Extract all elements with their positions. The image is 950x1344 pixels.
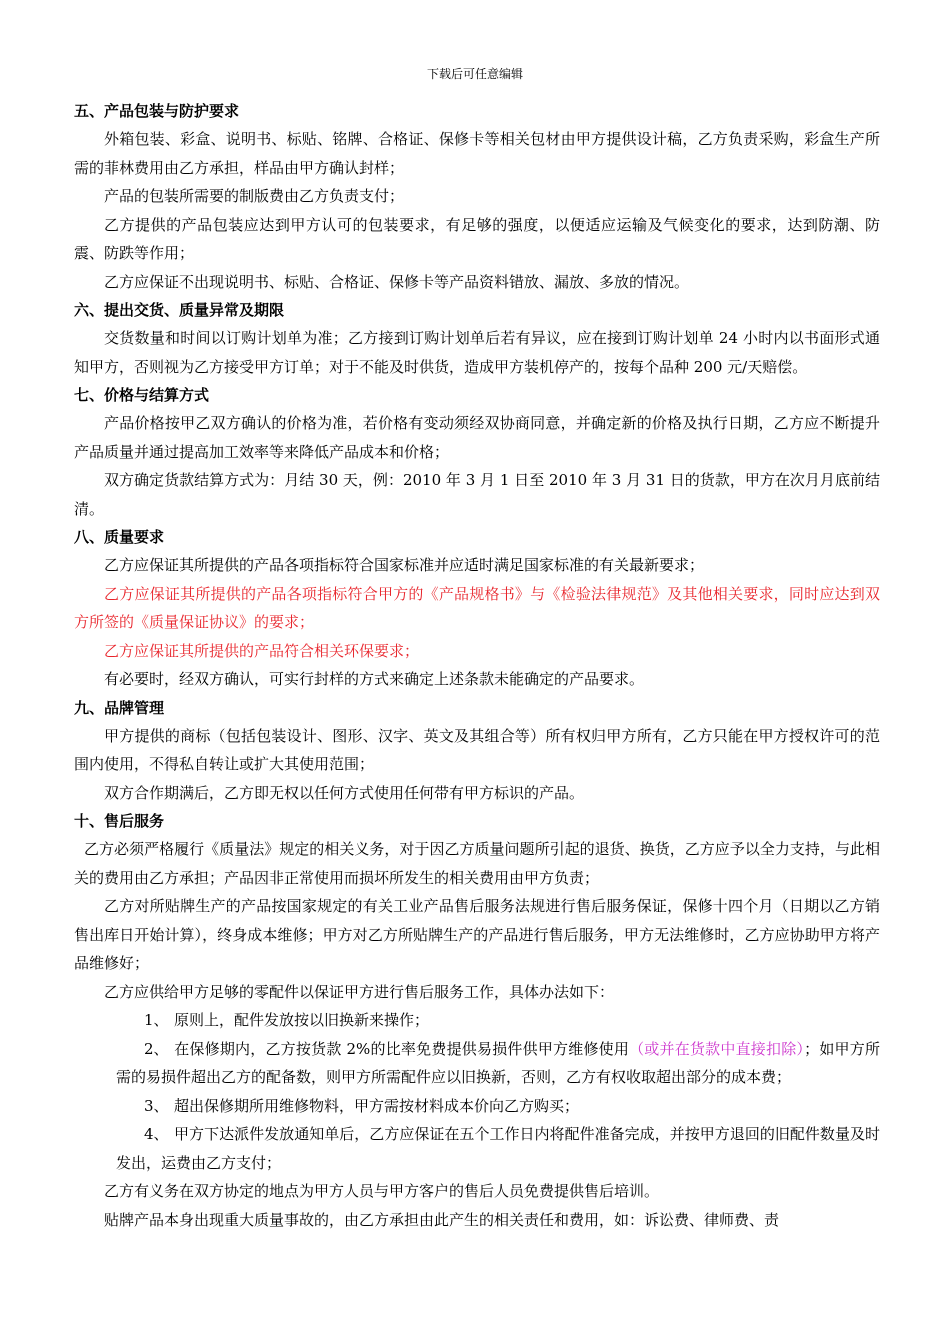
list-item-text: 在保修期内，乙方按货款 2%的比率免费提供易损件供甲方维修使用 bbox=[174, 1039, 630, 1058]
list-item-4 bbox=[116, 1120, 880, 1177]
section-7-title: 七、价格与结算方式 bbox=[74, 386, 210, 404]
list-item-text: 原则上，配件发放按以旧换新来操作； bbox=[174, 1011, 430, 1029]
section-6-para-1: 交货数量和时间以订购计划单为准；乙方接到订购计划单后若有异议，应在接到订购计划单 24 小时内以书面形式通知甲方，否则视为乙方接受甲方订单；对于不能及时供货，造成甲方装机停产的，按每个品种 200 元/天赔偿。 bbox=[74, 329, 880, 376]
section-5-para-2: 产品的包装所需要的制版费由乙方负责支付； bbox=[104, 187, 405, 205]
list-item-text-continued: ；如甲方所需的易损件超出乙方的配备数，则甲方所需配件应以旧换新，否则，乙方有权收取超出部分的成本费； bbox=[116, 1039, 880, 1086]
list-item-text: 超出保修期所用维修物料，甲方需按材料成本价向乙方购买； bbox=[174, 1096, 580, 1115]
section-5-para-3: 乙方提供的产品包装应达到甲方认可的包装要求，有足够的强度，以便适应运输及气候变化的要求，达到防潮、防震、防跌等作用； bbox=[74, 215, 880, 262]
section-5-title: 五、产品包装与防护要求 bbox=[74, 102, 240, 120]
list-item-number: 3、 bbox=[144, 1096, 169, 1115]
list-item-number: 1、 bbox=[144, 1011, 169, 1029]
section-5-para-1: 外箱包装、彩盒、说明书、标贴、铭牌、合格证、保修卡等相关包材由甲方提供设计稿，乙方负责采购，彩盒生产所需的菲林费用由乙方承担，样品由甲方确认封样； bbox=[74, 130, 880, 177]
section-9-para-2: 双方合作期满后，乙方即无权以任何方式使用任何带有甲方标识的产品。 bbox=[104, 783, 585, 802]
section-9-title: 九、品牌管理 bbox=[74, 698, 165, 717]
list-item-number: 4、 bbox=[144, 1125, 169, 1143]
list-item-number: 2、 bbox=[144, 1039, 169, 1058]
section-8-para-3: 乙方应保证其所提供的产品符合相关环保要求； bbox=[104, 641, 420, 660]
section-7-para-2: 双方确定货款结算方式为：月结 30 天，例：2010 年 3 月 1 日至 2010 年 3 月 31 日的货款，甲方在次月月底前结清。 bbox=[74, 471, 880, 518]
section-8-para-2: 乙方应保证其所提供的产品各项指标符合甲方的《产品规格书》与《检验法律规范》及其他相关要求，同时应达到双方所签的《质量保证协议》的要求； bbox=[74, 584, 880, 631]
section-8-para-4: 有必要时，经双方确认，可实行封样的方式来确定上述条款未能确定的产品要求。 bbox=[104, 670, 645, 688]
list-item-1 bbox=[116, 1006, 880, 1035]
section-10-title: 十、售后服务 bbox=[74, 812, 165, 830]
section-10-para-1: 乙方必须严格履行《质量法》规定的相关义务，对于因乙方质量问题所引起的退货、换货，乙方应予以全力支持，与此相关的费用由乙方承担；产品因非正常使用而损坏所发生的相关费用由甲方负责； bbox=[74, 840, 880, 887]
section-7-para-1: 产品价格按甲乙双方确认的价格为准，若价格有变动须经双协商同意，并确定新的价格及执行日期，乙方应不断提升产品质量并通过提高加工效率等来降低产品成本和价格； bbox=[74, 414, 880, 461]
section-6-title: 六、提出交货、质量异常及期限 bbox=[74, 301, 285, 319]
list-item-3 bbox=[116, 1092, 880, 1121]
page-header: 下载后可任意编辑 bbox=[426, 67, 523, 81]
document-body bbox=[74, 97, 880, 1234]
section-9-para-1: 甲方提供的商标（包括包装设计、图形、汉字、英文及其组合等）所有权归甲方所有，乙方只能在甲方授权许可的范围内使用，不得私自转让或扩大其使用范围； bbox=[74, 726, 880, 773]
section-10-para-4: 乙方有义务在双方协定的地点为甲方人员与甲方客户的售后人员免费提供售后培训。 bbox=[104, 1182, 660, 1200]
section-5-para-4: 乙方应保证不出现说明书、标贴、合格证、保修卡等产品资料错放、漏放、多放的情况。 bbox=[104, 272, 690, 291]
section-10-para-2: 乙方对所贴牌生产的产品按国家规定的有关工业产品售后服务法规进行售后服务保证，保修十四个月（日期以乙方销售出库日开始计算），终身成本维修；甲方对乙方所贴牌生产的产品进行售后服务，甲方无法维修时，乙方应协助甲方将产品维修好； bbox=[74, 897, 880, 972]
section-8-title: 八、质量要求 bbox=[74, 528, 165, 546]
section-8-para-1: 乙方应保证其所提供的产品各项指标符合国家标准并应适时满足国家标准的有关最新要求； bbox=[104, 556, 705, 574]
list-item-2 bbox=[116, 1035, 880, 1092]
list-item-highlight: （或并在货款中直接扣除） bbox=[629, 1039, 805, 1058]
list-item-text: 甲方下达派件发放通知单后，乙方应保证在五个工作日内将配件准备完成，并按甲方退回的旧配件数量及时发出，运费由乙方支付； bbox=[116, 1125, 880, 1172]
section-10-para-3: 乙方应供给甲方足够的零配件以保证甲方进行售后服务工作，具体办法如下： bbox=[104, 982, 615, 1001]
section-10-para-5: 贴牌产品本身出现重大质量事故的，由乙方承担由此产生的相关责任和费用，如：诉讼费、律师费、责 bbox=[104, 1210, 780, 1229]
